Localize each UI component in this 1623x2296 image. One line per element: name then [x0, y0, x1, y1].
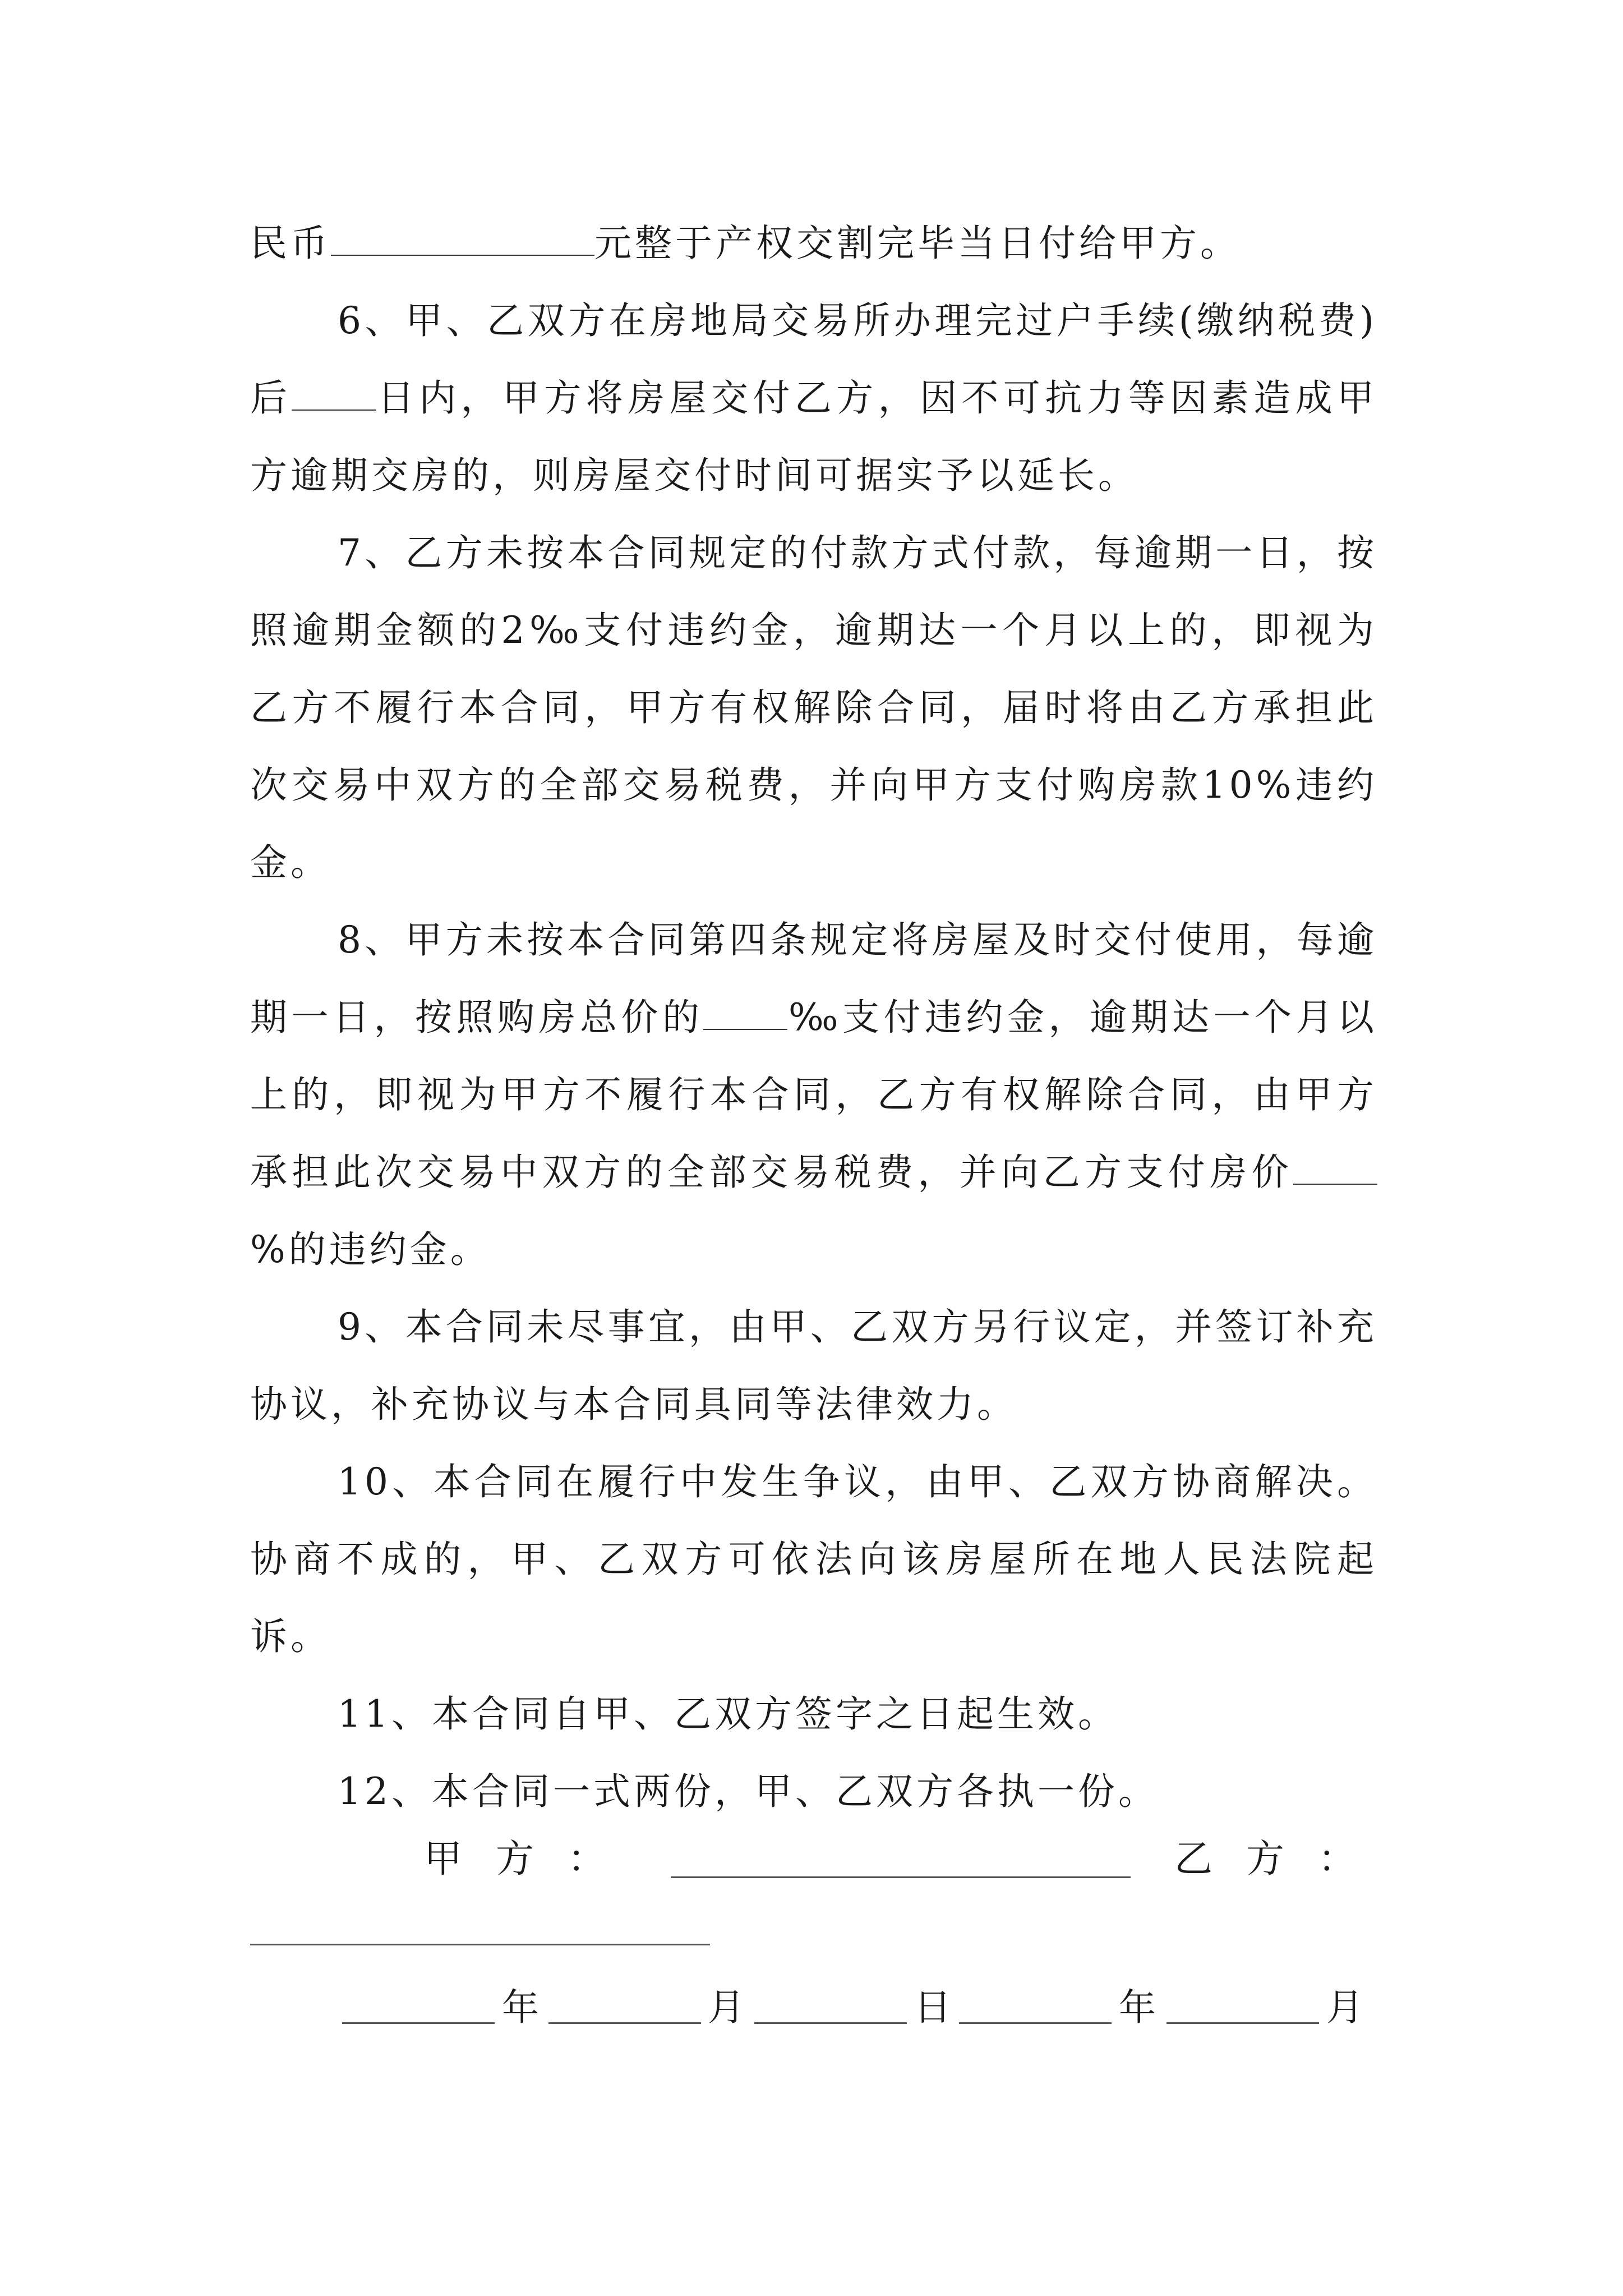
signature-row: [0, 1818, 1623, 1896]
paragraph-clause-11: 11、本合同自甲、乙双方签字之日起生效。: [338, 1692, 1118, 1736]
paragraph-payment-tail: [250, 205, 1377, 282]
paragraph-clause-7: 7、乙方未按本合同规定的付款方式付款，每逾期一日，按照逾期金额的2‰支付违约金，逾期达一个月以上的，即视为乙方不履行本合同，甲方有权解除合同，届时将由乙方承担此次交易中双方的全部交易税费，并向甲方支付购房款10%违约金。: [250, 531, 1377, 884]
year-unit: 年: [1119, 1986, 1156, 2029]
party-b-signature-line[interactable]: [250, 1944, 710, 1945]
day-unit: 日: [914, 1986, 951, 2029]
contract-body: [250, 205, 1377, 1830]
paragraph-clause-8: [250, 901, 1377, 1289]
party-a-label: 甲方：: [424, 1837, 640, 1881]
days-blank[interactable]: [292, 380, 376, 411]
percent-blank[interactable]: [1293, 1154, 1377, 1185]
text-segment: 日内，甲方将房屋交付乙方，因不可抗力等因素造成甲方逾期交房的，则房屋交付时间可据实予以延长。: [250, 376, 1378, 497]
month-blank[interactable]: [548, 2022, 701, 2024]
month-unit: 月: [708, 1986, 745, 2029]
paragraph-clause-6: [250, 282, 1377, 514]
paragraph-clause-10: 10、本合同在履行中发生争议，由甲、乙双方协商解决。协商不成的，甲、乙双方可依法向该房屋所在地人民法院起诉。: [250, 1460, 1377, 1658]
text-segment: 元整于产权交割完毕当日付给甲方。: [594, 222, 1241, 265]
date-row: [342, 1966, 1408, 2045]
day-blank[interactable]: [754, 2022, 907, 2024]
permille-blank[interactable]: [703, 1000, 787, 1030]
month-blank[interactable]: [1166, 2022, 1319, 2024]
party-b-label: 乙方：: [1174, 1837, 1390, 1881]
text-segment: 8、甲方未按本合同第四条规定将房屋及时交付使用，每逾期一日，按照购房总价的: [250, 918, 1377, 1039]
year-unit: 年: [502, 1986, 539, 2029]
amount-blank[interactable]: [331, 226, 594, 256]
year-blank[interactable]: [959, 2022, 1112, 2024]
year-blank[interactable]: [342, 2022, 495, 2024]
paragraph-clause-9: 9、本合同未尽事宜，由甲、乙双方另行议定，并签订补充协议，补充协议与本合同具同等法律效力。: [250, 1305, 1377, 1426]
party-a-signature-line[interactable]: [671, 1876, 1131, 1878]
paragraph-clause-12: 12、本合同一式两份，甲、乙双方各执一份。: [338, 1770, 1159, 1813]
text-segment: 民币: [250, 222, 331, 265]
text-segment: ‰支付违约金，逾期达一个月以上的，即视为甲方不履行本合同，乙方有权解除合同，由甲方承担此次交易中双方的全部交易税费，并向乙方支付房价: [250, 996, 1378, 1194]
text-segment: 6、甲、乙双方在房地局交易所办理完过户手续(缴纳税费)后: [250, 299, 1377, 420]
text-segment: %的违约金。: [250, 1228, 491, 1271]
month-unit: 月: [1326, 1986, 1363, 2029]
